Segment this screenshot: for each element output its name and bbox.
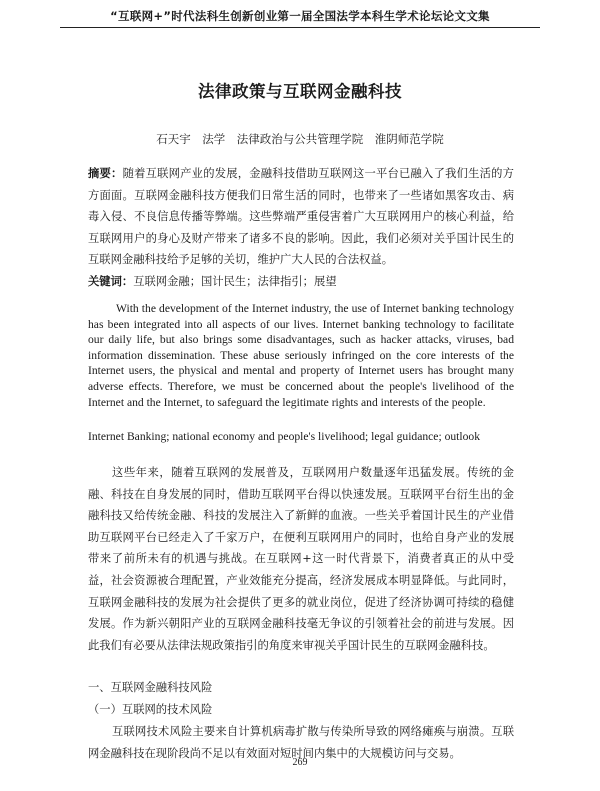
header-rule [60,27,540,28]
author-line: 石天宇 法学 法律政治与公共管理学院 淮阴师范学院 [156,132,444,146]
abstract-label: 摘要： [88,166,123,180]
keywords-text: 互联网金融；国计民生；法律指引；展望 [133,274,337,288]
abstract-text: 随着互联网产业的发展，金融科技借助互联网这一平台已融入了我们生活的方方面面。互联网金融科技方便我们日常生活的同时，也带来了一些诸如黑客攻击、病毒入侵、不良信息传播等弊端。这些弊端严重侵害着广大互联网用户的核心利益，给互联网用户的身心及财产带来了诸多不良的影响。因此，我们必须对关乎国计民生的互联网金融科技给予足够的关切，维护广大人民的合法权益。 [88,167,514,267]
english-abstract: With the development of the Internet industry, the use of Internet banking technology has been integrated into all aspects of our lives. Internet banking technology to facilitate our daily life, but also brings some disadvantages, such as hacker attacks, viruses, bad information dissemination. These abuse seriously infringed on the core interests of the Internet users, the physical and mental and property of Internet users has brought many adverse effects. Therefore, we must be concerned about the people's livelihood of the Internet and the Internet, to safeguard the legitimate rights and interests of the people. [88,302,514,409]
paper-title: 法律政策与互联网金融科技 [198,82,402,101]
keywords-label: 关键词： [88,273,134,288]
section-heading: 一、互联网金融科技风险 [88,681,213,694]
page-number: 269 [292,757,308,768]
final-paragraph: 互联网技术风险主要来自计算机病毒扩散与传染所导致的网络瘫痪与崩溃。互联网金融科技在现阶段尚不足以有效面对短时间内集中的大规模访问与交易。 [88,725,514,760]
body-paragraph: 这些年来，随着互联网的发展普及，互联网用户数量逐年迅猛发展。传统的金融、科技在自身发展的同时，借助互联网平台得以快速发展。互联网平台衍生出的金融科技又给传统金融、科技的发展注入了新鲜的血液。一些关乎着国计民生的产业借助互联网平台已经走入了千家万户，在便利互联网用户的同时，也给自身产业的发展带来了前所未有的机遇与挑战。在互联网+这一时代背景下，消费者真正的从中受益，社会资源被合理配置，产业效能充分提高，经济发展成本明显降低。与此同时，互联网金融科技的发展为社会提供了更多的就业岗位，促进了经济协调可持续的稳健发展。作为新兴朝阳产业的互联网金融科技毫无争议的引领着社会的前进与发展。因此我们有必要从法律法规政策指引的角度来审视关乎国计民生的互联网金融科技。 [88,466,514,652]
chinese-abstract [88,163,514,293]
subsection-heading: （一）互联网的技术风险 [88,703,213,716]
running-header: “互联网+”时代法科生创新创业第一届全国法学本科生学术论坛论文文集 [110,9,490,23]
english-keywords: Internet Banking; national economy and people's livelihood; legal guidance; outlook [88,430,480,443]
